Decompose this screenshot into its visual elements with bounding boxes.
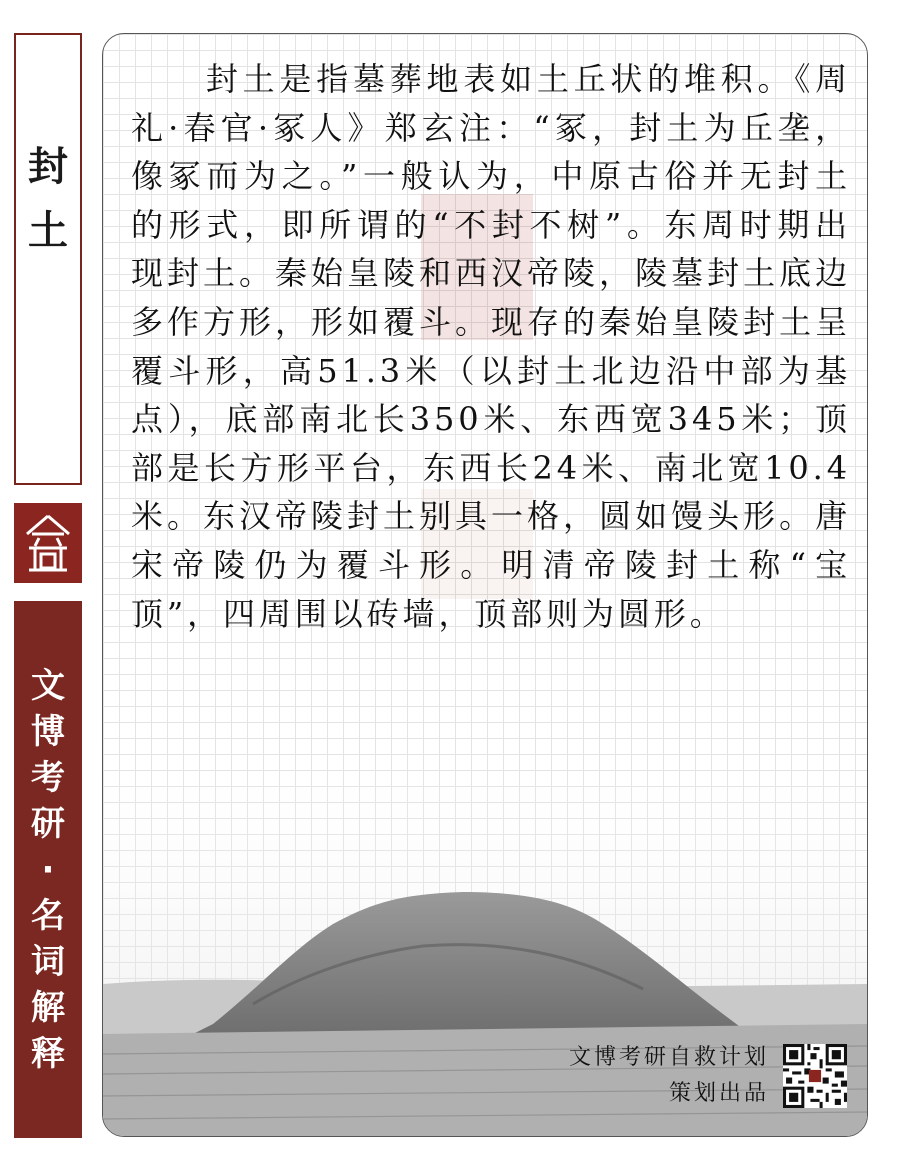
series-char: 释 [31, 1033, 65, 1074]
content-card [102, 33, 868, 1137]
qr-code-icon[interactable] [783, 1044, 847, 1108]
series-char: 研 [31, 803, 65, 844]
series-char: 词 [31, 941, 65, 982]
seal-logo-icon [14, 503, 82, 583]
term-char: 土 [28, 208, 68, 254]
credit-line-project: 文博考研自救计划 [568, 1045, 769, 1070]
series-label-box [14, 601, 82, 1138]
credit-block [569, 1040, 769, 1112]
term-title-box [14, 33, 82, 485]
definition-body: 封土是指墓葬地表如土丘状的堆积。《周礼·春官·冢人》郑玄注：“冢，封土为丘垄，像冢而为之。”一般认为，中原古俗并无封土的形式，即所谓的“不封不树”。东周时期出现封土。秦始皇陵和西汉帝陵，陵墓封土底边多作方形，形如覆斗。现存的秦始皇陵封土呈覆斗形，高51.3米（以封土北边沿中部为基点），底部南北长350米、东西宽345米；顶部是长方形平台，东西长24米、南北宽10.4米。东汉帝陵封土别具一格，圆如馒头形。唐宋帝陵仍为覆斗形。明清帝陵封土称“宝顶”，四周围以砖墙，顶部则为圆形。 [131, 60, 851, 633]
term-char: 封 [28, 144, 68, 190]
series-char: 文 [31, 665, 65, 706]
series-char: 博 [31, 711, 65, 752]
series-char: · [41, 849, 55, 890]
series-char: 考 [31, 757, 65, 798]
series-char: 解 [31, 987, 65, 1028]
definition-text [131, 55, 851, 638]
series-char: 名 [31, 895, 65, 936]
credit-line-producer: 策划出品 [668, 1081, 769, 1106]
